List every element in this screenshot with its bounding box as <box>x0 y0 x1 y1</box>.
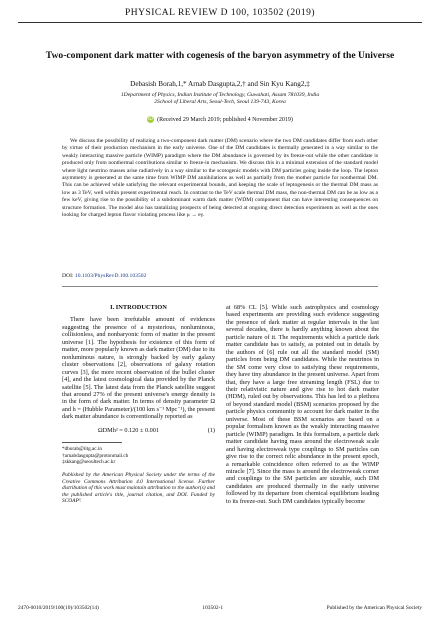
orcid-icon[interactable]: iD <box>148 116 153 122</box>
section-title: I. INTRODUCTION <box>110 304 167 311</box>
equation-number: (1) <box>207 426 215 434</box>
page-footer <box>18 605 422 611</box>
footnote-email-1[interactable]: *dborah@iitg.ac.in <box>62 446 102 453</box>
affiliation-2: 2School of Liberal Arts, Seoul-Tech, Seoul 139-743, Korea <box>154 99 286 105</box>
left-column <box>62 304 215 505</box>
footer-issn: 2470-0010/2019/100(10)/103502(14) <box>18 605 99 611</box>
footnote-email-2[interactable]: †arnabdasgupta@protonmail.ch <box>62 452 129 459</box>
license-notice: Published by the American Physical Society under the terms of the Creative Commons Attribution 4.0 International license. Further distribution of this work must maintain attribution to the author(s) and the published article's title, journal citation, and DOI. Funded by SCOAP³. <box>62 472 215 505</box>
doi-line <box>62 273 146 279</box>
intro-continued: at 68% CL [5]. While such astrophysics and cosmology based experiments are providing such evidence suggesting the presence of dark matter at regular intervals in the last several decades, there is hardly anything known about the particle nature of it. The requirements which a particle dark matter candidate has to satisfy, as pointed out in details by the authors of [6] rule out all the standard model (SM) particles from being DM candidates. While the neutrinos in the SM come very close to satisfying these requirements, they have tiny abundance in the present universe. Apart from that, they have a large free streaming length (FSL) due to their relativistic nature and give rise to hot dark matter (HDM), ruled out by observations. This has led to a plethora of beyond standard model (BSM) scenarios proposed by the particle physics community to account for dark matter in the universe. Most of these BSM scenarios are based on a popular formalism known as the weakly interacting massive particle (WIMP) paradigm. In this formalism, a particle dark matter candidate having mass around the electroweak scale and having electroweak type couplings to SM particles can give rise to the correct relic abundance in the present epoch, a remarkable coincidence often referred to as the WIMP miracle [7]. Since the mass is around the electroweak corner and couplings to the SM particles are sizeable, such DM candidates are produced thermally in the early universe followed by its departure from chemical equilibrium leading to its freeze-out. Such DM candidates typically become <box>226 304 379 505</box>
doi-link[interactable]: 10.1103/PhysRevD.100.103502 <box>74 273 147 279</box>
affiliations <box>0 92 440 106</box>
abstract: We discuss the possibility of realizing a two-component dark matter (DM) scenario where the two DM candidates differ from each other by virtue of their production mechanism in the early universe. One of the DM candidates is thermally generated in a way similar to the weakly interacting massive particle (WIMP) paradigm where the DM abundance is governed by its freeze-out while the other candidate is produced only from nonthermal contributions similar to freeze-in mechanism. We discuss this in a minimal extension of the standard model where light neutrino masses arise radiatively in a way similar to the scotogenic models with DM particles going inside the loop. The lepton asymmetry is generated at the same time from WIMP DM annihilations as well as partially from the mother particle for nonthermal DM. This can be achieved while satisfying the relevant experimental bounds, and keeping the scale of leptogenesis or the thermal DM mass as low as 3 TeV, well within present experimental reach. In contrast to the TeV scale thermal DM mass, the non-thermal DM can be as low as a few keV, giving rise to the possibility of a subdominant warm dark matter (WDM) component that can have interesting consequences on structure formation. The model also has tantalizing prospects of being detected at ongoing direct detection experiments as well as the ones looking for charged lepton flavor violating process like μ → eγ. <box>62 138 378 219</box>
footnote-rule <box>62 442 122 443</box>
doi-label: DOI: <box>62 273 74 279</box>
paper-title: Two-component dark matter with cogenesis of the baryon asymmetry of the Universe <box>45 50 395 61</box>
equation-text: ΩDMh² = 0.120 ± 0.001 <box>98 426 160 434</box>
received-dates: (Received 29 March 2019; published 4 November 2019) <box>157 116 293 123</box>
footnote-email-3[interactable]: ‡skkang@seoultech.ac.kr <box>62 458 116 465</box>
received-line <box>0 116 440 123</box>
author-list: Debasish Borah,1,* Arnab Dasgupta,2,† and Sin Kyu Kang2,‡ <box>130 80 310 88</box>
equation-1 <box>62 427 215 434</box>
journal-header: PHYSICAL REVIEW D 100, 103502 (2019) <box>124 8 316 18</box>
footer-page: 103502-1 <box>202 605 224 611</box>
right-column <box>226 304 379 505</box>
affiliation-1: 1Department of Physics, Indian Institute of Technology, Guwahati, Assam 781039, India <box>120 92 320 98</box>
intro-paragraph: There have been irrefutable amount of evidences suggesting the presence of a mysterious, nonluminous, collisionless, and nonbaryonic form of matter in the present universe [1]. The hypothesis for existence of this form of matter, more popularly known as dark matter (DM) due to its nonluminous nature, is strongly backed by early galaxy cluster observations [2], observations of galaxy rotation curves [3], the more recent observation of the bullet cluster [4], and the latest cosmological data provided by the Planck satellite [5]. The latest data from the Planck satellite suggest that around 27% of the present universe's energy density is in the form of dark matter. In terms of density parameter Ω and h = (Hubble Parameter)/(100 km s⁻¹ Mpc⁻¹), the present dark matter abundance is conventionally reported as <box>62 316 216 421</box>
footer-publisher: Published by the American Physical Society <box>326 605 422 611</box>
abstract-divider <box>62 286 378 287</box>
header-rule <box>18 22 422 23</box>
